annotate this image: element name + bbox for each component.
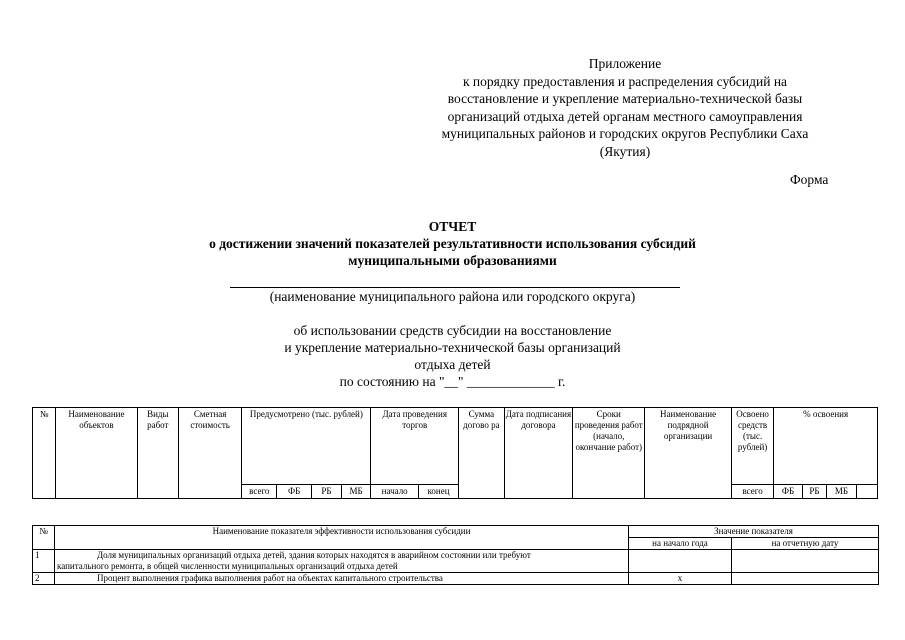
row-report-date-value — [732, 550, 879, 573]
appendix-line: Приложение — [588, 56, 662, 71]
col-header-contractor: Наименование подрядной организации — [645, 408, 732, 499]
row-indicator-name — [55, 550, 629, 573]
col-header-percent: % освоения — [774, 408, 878, 485]
col-header-estimate: Сметная стоимость — [178, 408, 241, 499]
report-title — [150, 218, 755, 269]
subheader-mb: МБ — [827, 485, 857, 499]
subheader-end: конец — [418, 485, 458, 499]
subheader-total: всего — [731, 485, 773, 499]
col-header-tender-date: Дата проведения торгов — [371, 408, 459, 485]
col-header-works: Виды работ — [137, 408, 178, 499]
appendix-line: муниципальных районов и городских округов Республики Саха — [441, 126, 809, 141]
appendix-line: (Якутия) — [599, 143, 651, 159]
subheader-total: всего — [242, 485, 277, 499]
col-header-indicator-value: Значение показателя — [629, 526, 879, 538]
usage-block — [150, 322, 755, 390]
col-header-start-year: на начало года — [629, 538, 732, 550]
col-header-terms: Сроки проведения работ (начало, окончание работ) — [573, 408, 645, 499]
col-header-report-date: на отчетную дату — [732, 538, 879, 550]
report-title-main: ОТЧЕТ — [428, 219, 477, 234]
row-start-year-value — [629, 550, 732, 573]
col-header-num: № — [33, 526, 55, 550]
subheader-empty — [856, 485, 877, 499]
usage-date-line: по состоянию на "__" _____________ г. — [339, 374, 566, 389]
usage-line: отдыха детей — [414, 357, 491, 372]
usage-line: об использовании средств субсидии на восстановление — [293, 323, 612, 338]
appendix-line: организаций отдыха детей органам местного самоуправления — [447, 108, 803, 124]
usage-line: и укрепление материально-технической базы организаций — [284, 340, 621, 355]
appendix-line: восстановление и укрепление материально-технической базы — [447, 91, 803, 106]
subheader-start: начало — [371, 485, 419, 499]
col-header-indicator-name: Наименование показателя эффективности использования субсидии — [55, 526, 629, 550]
appendix-line: к порядку предоставления и распределения субсидий на — [462, 73, 788, 89]
row-indicator-name-line: капитального ремонта, в общей численности муниципальных организаций отдыха детей — [57, 561, 398, 571]
col-header-mastered: Освоено средств (тыс. рублей) — [731, 408, 773, 485]
row-start-year-value: x — [629, 573, 732, 585]
subheader-mb: МБ — [341, 485, 371, 499]
row-report-date-value — [732, 573, 879, 585]
row-indicator-name-line: Доля муниципальных организаций отдыха детей, здания которых находятся в аварийном состоянии или требуют — [97, 550, 531, 560]
subheader-rb: РБ — [802, 485, 826, 499]
report-title-line: муниципальными образованиями — [348, 253, 557, 268]
municipality-caption: (наименование муниципального района или городского округа) — [269, 289, 636, 304]
row-num: 2 — [33, 573, 55, 585]
municipality-blank-line — [230, 287, 680, 288]
col-header-objects: Наименование объектов — [56, 408, 137, 499]
form-label: Форма — [790, 172, 829, 187]
report-title-line: о достижении значений показателей результативности использования субсидий — [209, 236, 696, 251]
col-header-contract-sum: Сумма догово ра — [459, 408, 504, 499]
col-header-signing-date: Дата подписания договора — [504, 408, 573, 499]
subheader-fb: ФБ — [774, 485, 803, 499]
row-indicator-name: Процент выполнения графика выполнения работ на объектах капитального строительства — [55, 573, 629, 585]
subheader-rb: РБ — [312, 485, 342, 499]
report-table — [32, 407, 878, 499]
table-row — [33, 550, 879, 573]
row-num: 1 — [33, 550, 55, 573]
appendix-block — [400, 55, 850, 160]
subheader-fb: ФБ — [277, 485, 312, 499]
col-header-num: № — [33, 408, 56, 499]
col-header-planned: Предусмотрено (тыс. рублей) — [242, 408, 371, 485]
indicator-table — [32, 525, 879, 585]
table-row — [33, 573, 879, 585]
